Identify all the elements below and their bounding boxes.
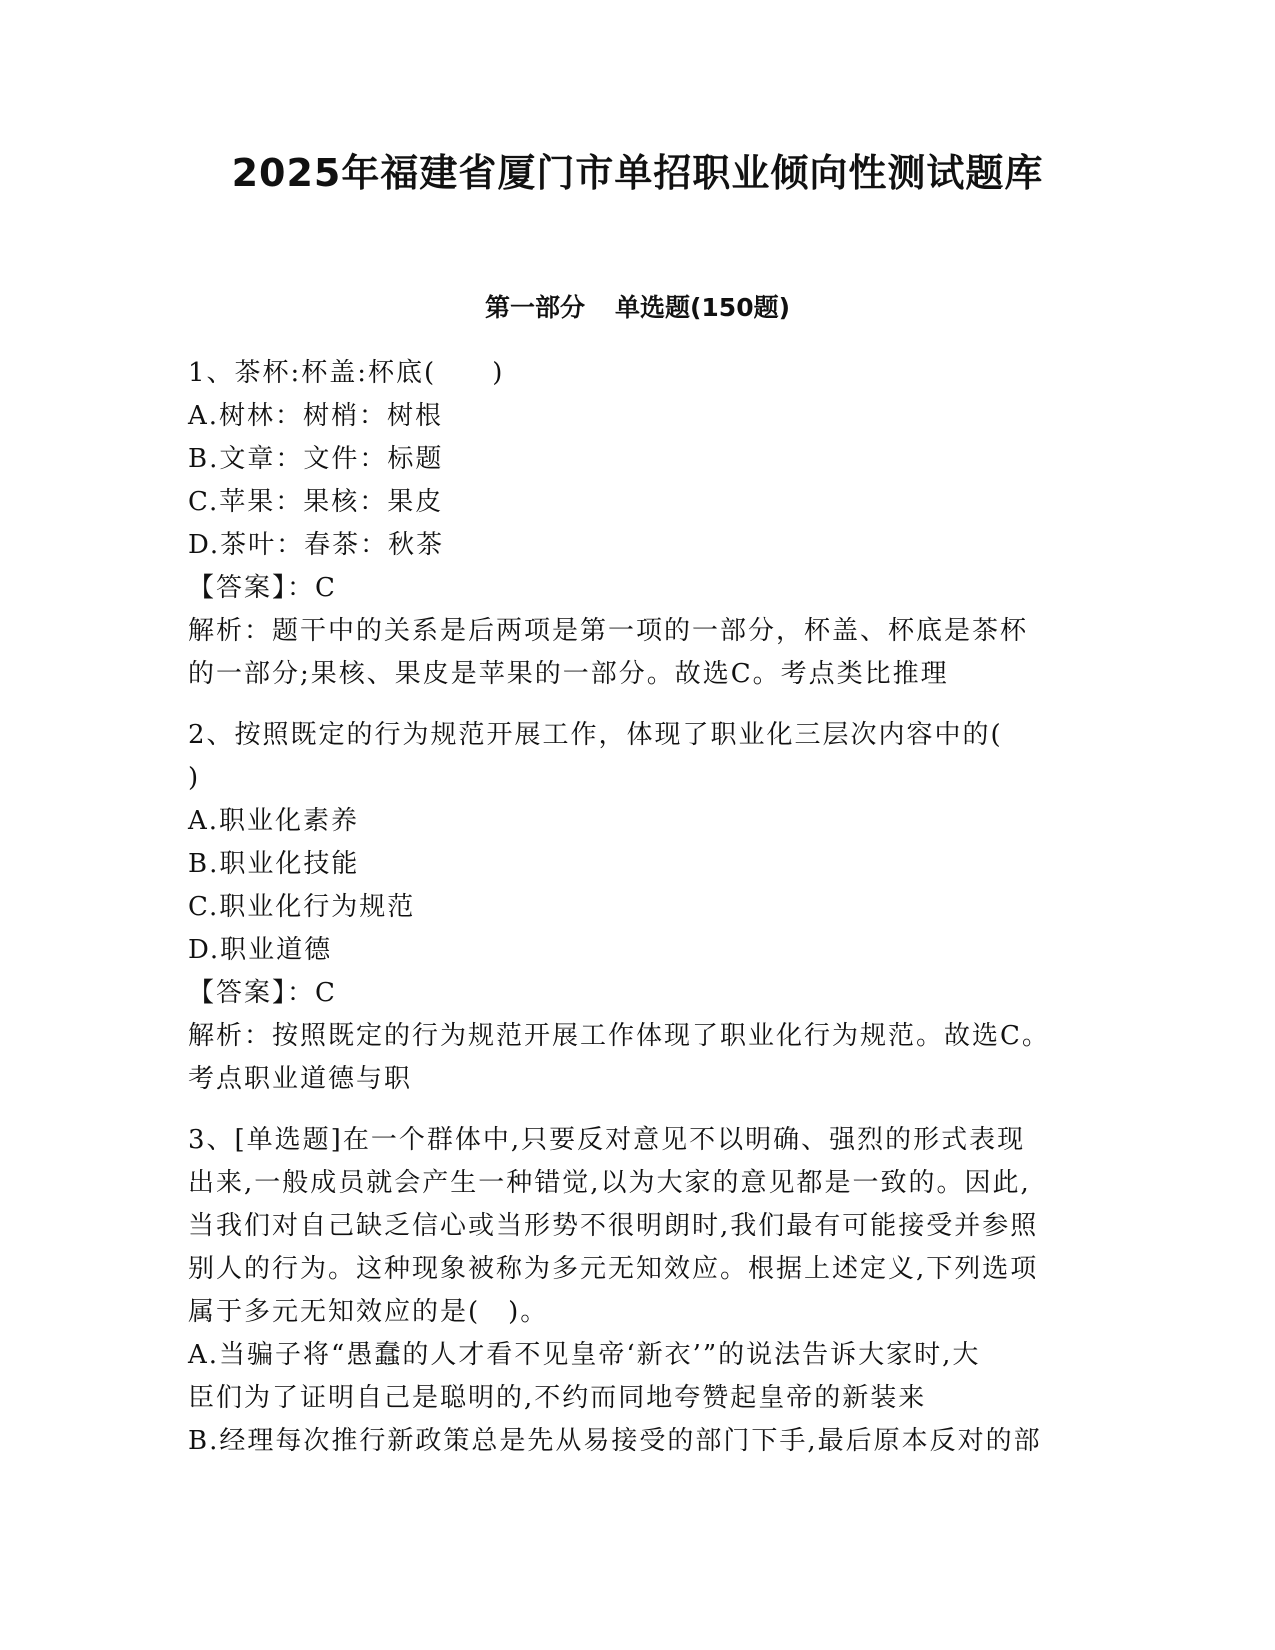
question-2 xyxy=(188,714,1083,1101)
option-c: C.苹果：果核：果皮 xyxy=(188,487,444,517)
section-label: 第一部分 xyxy=(484,293,585,322)
question-stem xyxy=(188,1119,1083,1334)
stem-line: 出来,一般成员就会产生一种错觉,以为大家的意见都是一致的。因此, xyxy=(188,1168,1031,1198)
question-stem xyxy=(188,714,1083,800)
stem-line: 当我们对自己缺乏信心或当形势不很明朗时,我们最有可能接受并参照 xyxy=(188,1211,1039,1241)
option-b: B.文章：文件：标题 xyxy=(188,444,444,474)
analysis-line: 考点职业道德与职 xyxy=(188,1064,413,1094)
option-c: C.职业化行为规范 xyxy=(188,892,416,922)
option-b: B.职业化技能 xyxy=(188,849,360,879)
analysis-line: 解析：按照既定的行为规范开展工作体现了职业化行为规范。故选C。 xyxy=(188,1021,1050,1051)
analysis-line: 的一部分;果核、果皮是苹果的一部分。故选C。考点类比推理 xyxy=(188,659,949,689)
answer: 【答案】：C xyxy=(188,978,337,1008)
answer: 【答案】：C xyxy=(188,573,337,603)
stem-line: 属于多元无知效应的是( )。 xyxy=(188,1297,549,1327)
analysis-line: 解析：题干中的关系是后两项是第一项的一部分，杯盖、杯底是茶杯 xyxy=(188,616,1029,646)
question-3 xyxy=(188,1119,1083,1463)
option-d: D.职业道德 xyxy=(188,935,333,965)
question-1 xyxy=(188,352,1083,696)
stem-line: 1、茶杯:杯盖:杯底( ) xyxy=(188,358,505,388)
option-a: A.职业化素养 xyxy=(188,806,360,836)
stem-line: 2、按照既定的行为规范开展工作，体现了职业化三层次内容中的( xyxy=(188,720,1003,750)
section-heading xyxy=(0,290,1275,326)
option-a-cont: 臣们为了证明自己是聪明的,不约而同地夸赞起皇帝的新装来 xyxy=(188,1383,927,1413)
stem-line: ) xyxy=(188,763,201,793)
stem-line: 3、[单选题]在一个群体中,只要反对意见不以明确、强烈的形式表现 xyxy=(188,1125,1026,1155)
option-b: B.经理每次推行新政策总是先从易接受的部门下手,最后原本反对的部 xyxy=(188,1426,1042,1456)
option-a: A.树林：树梢：树根 xyxy=(188,401,444,431)
section-name: 单选题(150题) xyxy=(614,293,791,322)
option-d: D.茶叶：春茶：秋茶 xyxy=(188,530,445,560)
option-a: A.当骗子将“愚蠢的人才看不见皇帝‘新衣’”的说法告诉大家时,大 xyxy=(188,1340,981,1370)
question-list xyxy=(188,352,1083,1481)
question-stem xyxy=(188,352,1083,395)
stem-line: 别人的行为。这种现象被称为多元无知效应。根据上述定义,下列选项 xyxy=(188,1254,1039,1284)
document-title: 2025年福建省厦门市单招职业倾向性测试题库 xyxy=(231,151,1044,195)
